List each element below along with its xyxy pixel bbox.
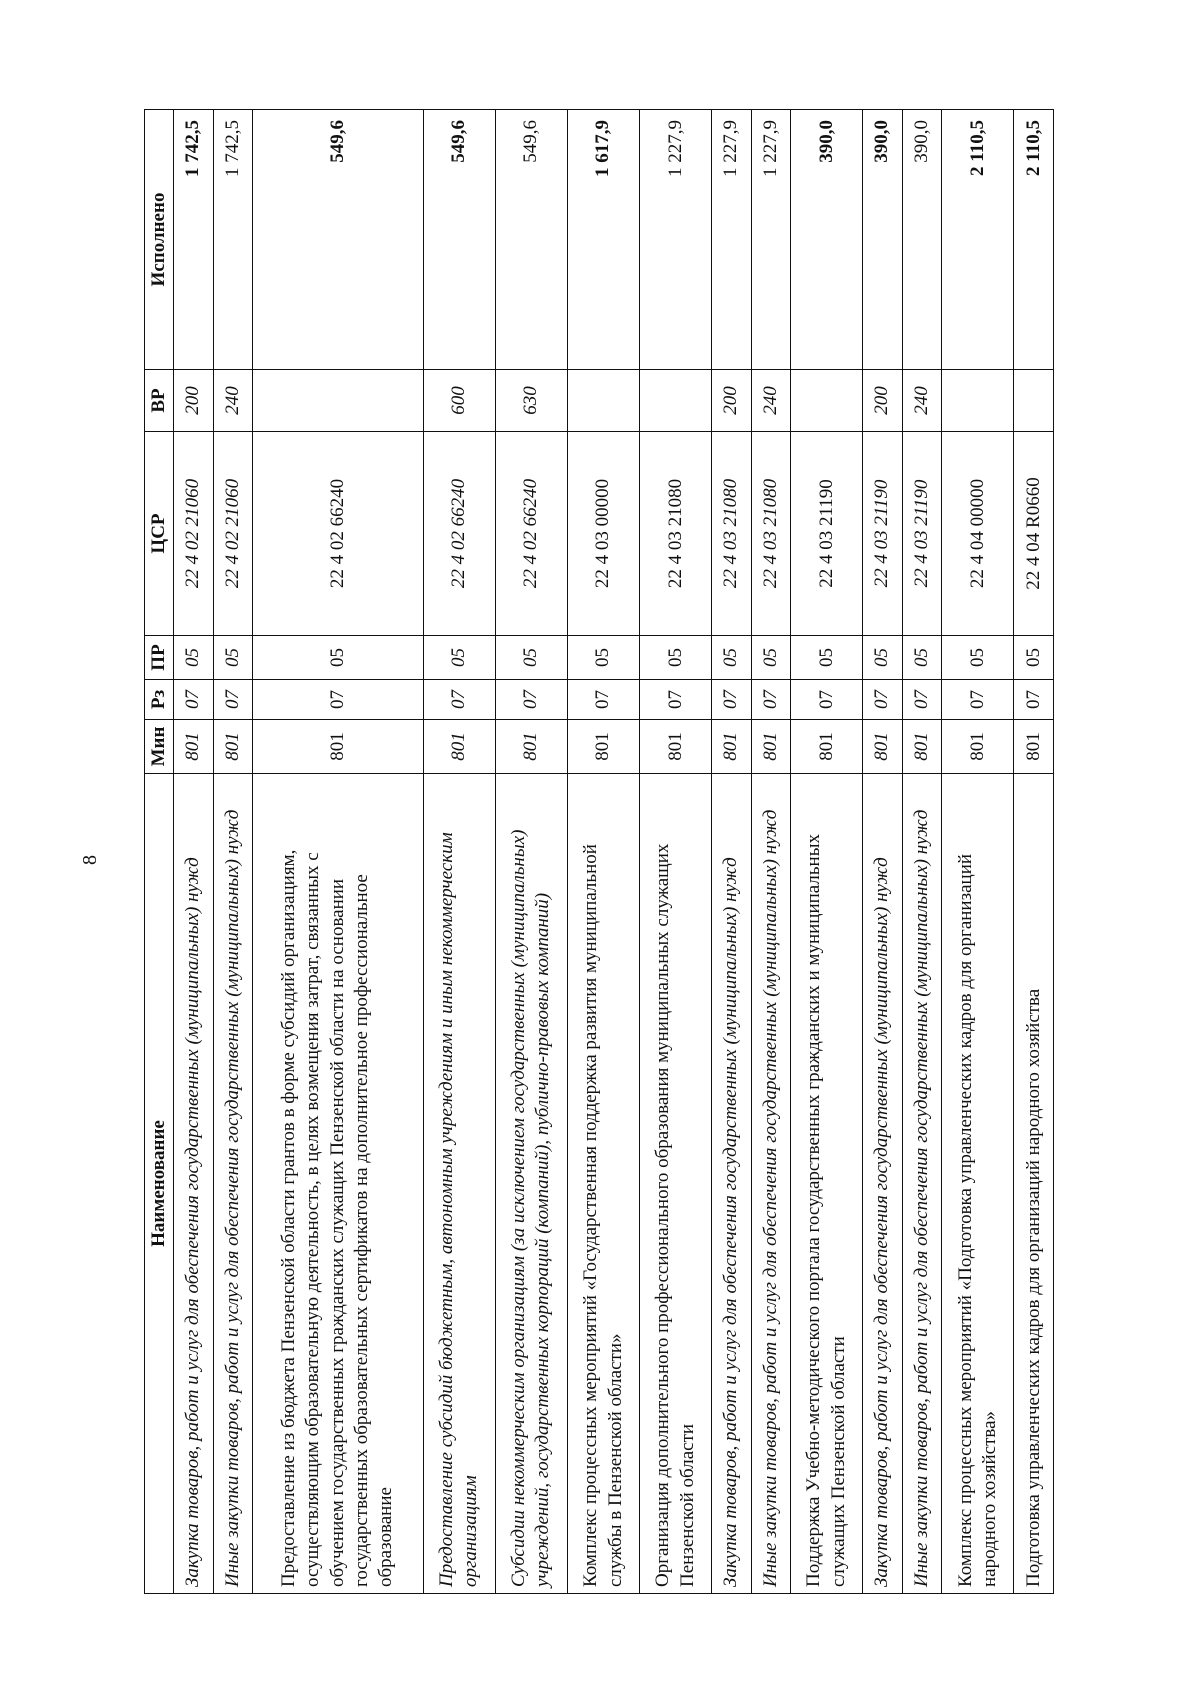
row-rz: 07 (1014, 680, 1054, 720)
header-name: Наименование (145, 774, 174, 1594)
row-csr: 22 4 03 21080 (640, 432, 712, 636)
row-pr: 05 (213, 636, 252, 680)
row-min: 801 (751, 720, 790, 774)
row-csr: 22 4 03 21190 (863, 432, 902, 636)
row-min: 801 (791, 720, 863, 774)
row-executed: 390,0 (791, 110, 863, 370)
row-executed: 2 110,5 (1014, 110, 1054, 370)
row-min: 801 (1014, 720, 1054, 774)
row-vr: 240 (751, 370, 790, 432)
row-vr: 630 (495, 370, 567, 432)
row-pr: 05 (791, 636, 863, 680)
row-pr: 05 (174, 636, 213, 680)
table-row (863, 110, 902, 1594)
table-row (791, 110, 863, 1594)
row-name: Иные закупки товаров, работ и услуг для обеспечения государственных (муниципальных) нужд (213, 774, 252, 1594)
table-row (751, 110, 790, 1594)
row-executed: 1 617,9 (567, 110, 639, 370)
row-vr (1014, 370, 1054, 432)
table-row (902, 110, 941, 1594)
row-pr: 05 (1014, 636, 1054, 680)
row-csr: 22 4 04 00000 (942, 432, 1014, 636)
row-min: 801 (902, 720, 941, 774)
row-name: Субсидии некоммерческим организациям (за исключением государственных (муниципальных) учреждений, государственных корпораций (компаний), публично-правовых компаний) (495, 774, 567, 1594)
row-name: Поддержка Учебно-методического портала государственных гражданских и муниципальных служащих Пензенской области (791, 774, 863, 1594)
header-rz: Рз (145, 680, 174, 720)
row-rz: 07 (213, 680, 252, 720)
header-pr: ПР (145, 636, 174, 680)
row-min: 801 (495, 720, 567, 774)
row-csr: 22 4 02 21060 (174, 432, 213, 636)
row-rz: 07 (791, 680, 863, 720)
table-row (213, 110, 252, 1594)
row-min: 801 (174, 720, 213, 774)
table-row (640, 110, 712, 1594)
row-name: Иные закупки товаров, работ и услуг для обеспечения государственных (муниципальных) нужд (751, 774, 790, 1594)
header-min: Мин (145, 720, 174, 774)
row-csr: 22 4 03 00000 (567, 432, 639, 636)
page-number: 8 (79, 855, 101, 865)
row-rz: 07 (423, 680, 495, 720)
table-row (174, 110, 213, 1594)
header-vr: ВР (145, 370, 174, 432)
row-vr (942, 370, 1014, 432)
row-name: Предоставление субсидий бюджетным, автономным учреждениям и иным некоммерческим организациям (423, 774, 495, 1594)
row-pr: 05 (712, 636, 751, 680)
row-name: Закупка товаров, работ и услуг для обеспечения государственных (муниципальных) нужд (174, 774, 213, 1594)
row-vr (791, 370, 863, 432)
row-csr: 22 4 02 66240 (253, 432, 423, 636)
row-pr: 05 (495, 636, 567, 680)
row-vr: 600 (423, 370, 495, 432)
budget-table (144, 109, 1054, 1594)
table-row (942, 110, 1014, 1594)
table-row (567, 110, 639, 1594)
row-rz: 07 (253, 680, 423, 720)
row-pr: 05 (640, 636, 712, 680)
row-rz: 07 (174, 680, 213, 720)
row-csr: 22 4 03 21190 (791, 432, 863, 636)
row-pr: 05 (902, 636, 941, 680)
row-pr: 05 (253, 636, 423, 680)
row-vr: 200 (712, 370, 751, 432)
header-executed: Исполнено (145, 110, 174, 370)
row-vr: 200 (174, 370, 213, 432)
row-executed: 2 110,5 (942, 110, 1014, 370)
row-csr: 22 4 04 R0660 (1014, 432, 1054, 636)
row-rz: 07 (640, 680, 712, 720)
row-vr (567, 370, 639, 432)
row-pr: 05 (567, 636, 639, 680)
row-rz: 07 (942, 680, 1014, 720)
row-vr (640, 370, 712, 432)
row-executed: 1 742,5 (174, 110, 213, 370)
row-vr: 200 (863, 370, 902, 432)
row-csr: 22 4 03 21080 (712, 432, 751, 636)
row-name: Организация дополнительного профессионального образования муниципальных служащих Пензенской области (640, 774, 712, 1594)
row-rz: 07 (902, 680, 941, 720)
row-pr: 05 (751, 636, 790, 680)
row-pr: 05 (863, 636, 902, 680)
row-csr: 22 4 02 21060 (213, 432, 252, 636)
row-executed: 1 227,9 (751, 110, 790, 370)
row-name: Закупка товаров, работ и услуг для обеспечения государственных (муниципальных) нужд (863, 774, 902, 1594)
row-name: Предоставление из бюджета Пензенской области грантов в форме субсидий организациям, осуществляющим образовательную деятельность, в целях возмещения затрат, связанных с обучением государственных гражданских служащих Пензенской области на основании государственных образовательных сертификатов на дополнительное профессиональное образование (253, 774, 423, 1594)
row-min: 801 (213, 720, 252, 774)
row-executed: 549,6 (253, 110, 423, 370)
rotated-table-container (144, 110, 1054, 1594)
row-pr: 05 (942, 636, 1014, 680)
row-executed: 1 742,5 (213, 110, 252, 370)
row-rz: 07 (495, 680, 567, 720)
row-executed: 1 227,9 (640, 110, 712, 370)
table-row (1014, 110, 1054, 1594)
row-min: 801 (567, 720, 639, 774)
table-row (495, 110, 567, 1594)
row-name: Закупка товаров, работ и услуг для обеспечения государственных (муниципальных) нужд (712, 774, 751, 1594)
table-row (253, 110, 423, 1594)
row-executed: 390,0 (863, 110, 902, 370)
row-csr: 22 4 03 21190 (902, 432, 941, 636)
row-vr: 240 (902, 370, 941, 432)
row-rz: 07 (863, 680, 902, 720)
table-row (712, 110, 751, 1594)
row-rz: 07 (712, 680, 751, 720)
row-csr: 22 4 02 66240 (495, 432, 567, 636)
header-row (145, 110, 174, 1594)
row-pr: 05 (423, 636, 495, 680)
row-rz: 07 (567, 680, 639, 720)
row-executed: 1 227,9 (712, 110, 751, 370)
row-min: 801 (863, 720, 902, 774)
row-vr (253, 370, 423, 432)
row-csr: 22 4 02 66240 (423, 432, 495, 636)
row-min: 801 (712, 720, 751, 774)
header-csr: ЦСР (145, 432, 174, 636)
row-min: 801 (423, 720, 495, 774)
row-name: Комплекс процессных мероприятий «Государственная поддержка развития муниципальной службы в Пензенской области» (567, 774, 639, 1594)
row-name: Подготовка управленческих кадров для организаций народного хозяйства (1014, 774, 1054, 1594)
row-vr: 240 (213, 370, 252, 432)
row-min: 801 (942, 720, 1014, 774)
row-name: Иные закупки товаров, работ и услуг для обеспечения государственных (муниципальных) нужд (902, 774, 941, 1594)
row-min: 801 (640, 720, 712, 774)
table-row (423, 110, 495, 1594)
row-executed: 390,0 (902, 110, 941, 370)
row-min: 801 (253, 720, 423, 774)
row-executed: 549,6 (423, 110, 495, 370)
row-name: Комплекс процессных мероприятий «Подготовка управленческих кадров для организаций народного хозяйства» (942, 774, 1014, 1594)
row-executed: 549,6 (495, 110, 567, 370)
row-csr: 22 4 03 21080 (751, 432, 790, 636)
row-rz: 07 (751, 680, 790, 720)
